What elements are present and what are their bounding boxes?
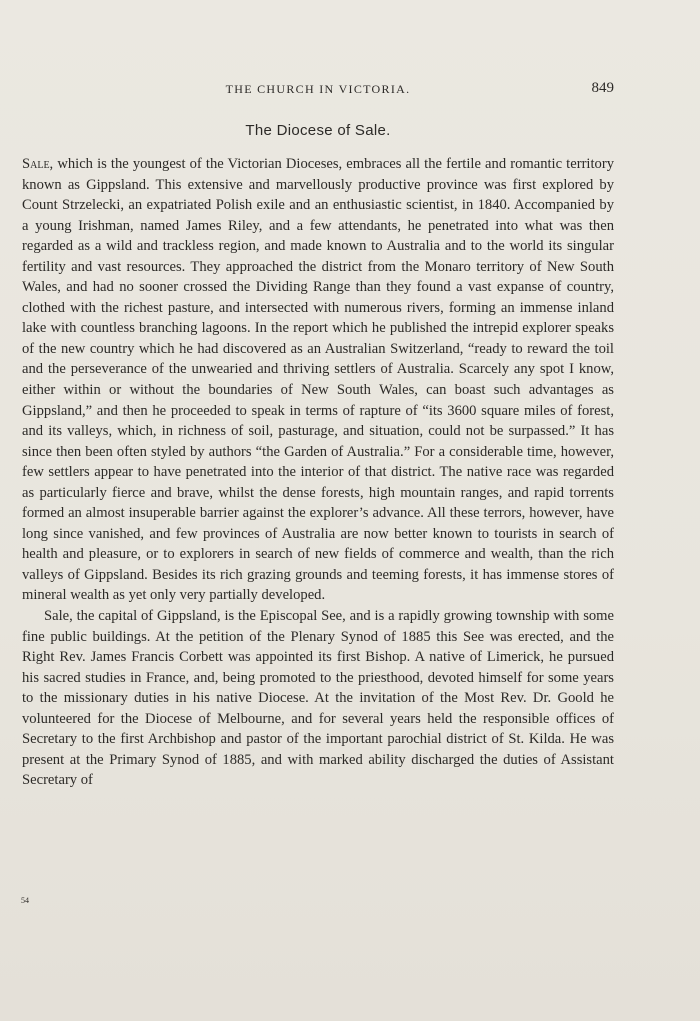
running-title: THE CHURCH IN VICTORIA. xyxy=(225,82,411,96)
body-text xyxy=(22,154,614,791)
signature-mark: 54 xyxy=(21,896,29,905)
paragraph-lead-word: Sale, xyxy=(22,156,54,172)
running-head xyxy=(22,80,614,98)
page-number: 849 xyxy=(591,80,614,96)
paragraph-1 xyxy=(22,154,614,606)
paragraph-text: which is the youngest of the Victorian Dioceses, embraces all the fertile and romantic territory known as Gippsland. This extensive and marvellously productive province was first explored by Count Strzelecki, an expatriated Polish exile and an enthusiastic scientist, in 1840. Accompanied by a young Irishman, named James Riley, and a few attendants, he penetrated into what was then regarded as a wild and trackless region, and made known to Australia and to the world its singular fertility and vast resources. They approached the district from the Monaro territory of New South Wales, and had no sooner crossed the Dividing Range than they found a vast expanse of country, clothed with the richest pasture, and intersected with numerous rivers, forming an immense inland lake with countless branching lagoons. In the report which he published the intrepid explorer speaks of the new country which he had discovered as an Australian Switzerland, “ready to reward the toil and the perseverance of the unwearied and thriving settlers of Australia. Scarcely any spot I know, either within or without the boundaries of New South Wales, can boast such advantages as Gippsland,” and then he proceeded to speak in terms of rapture of “its 3600 square miles of forest, and its valleys, which, in richness of soil, pasturage, and situation, could not be surpassed.” It has since then been often styled by authors “the Garden of Australia.” For a considerable time, however, few settlers appear to have penetrated into the interior of that district. The native race was regarded as particularly fierce and brave, whilst the dense forests, high mountain ranges, and rapid torrents formed an almost insuperable barrier against the explorer’s advance. All these terrors, however, have long since vanished, and few provinces of Australia are now better known to tourists in search of health and pleasure, or to explorers in search of new fields of commerce and wealth, than the rich valleys of Gippsland. Besides its rich grazing grounds and teeming forests, it has immense stores of mineral wealth as yet only very partially developed. xyxy=(22,156,614,604)
paragraph-text: Sale, the capital of Gippsland, is the Episcopal See, and is a rapidly growing township with some fine public buildings. At the petition of the Plenary Synod of 1885 this See was erected, and the Right Rev. James Francis Corbett was appointed its first Bishop. A native of Limerick, he pursued his sacred studies in France, and, being promoted to the priesthood, devoted himself for some years to the missionary duties in his native Diocese. At the invitation of the Most Rev. Dr. Goold he volunteered for the Diocese of Melbourne, and for several years held the responsible offices of Secretary to the first Archbishop and pastor of the important parochial district of St. Kilda. He was present at the Primary Synod of 1885, and with marked ability discharged the duties of Assistant Secretary of xyxy=(22,608,614,789)
section-heading: The Diocese of Sale. xyxy=(245,122,391,139)
paragraph-2 xyxy=(22,606,614,791)
